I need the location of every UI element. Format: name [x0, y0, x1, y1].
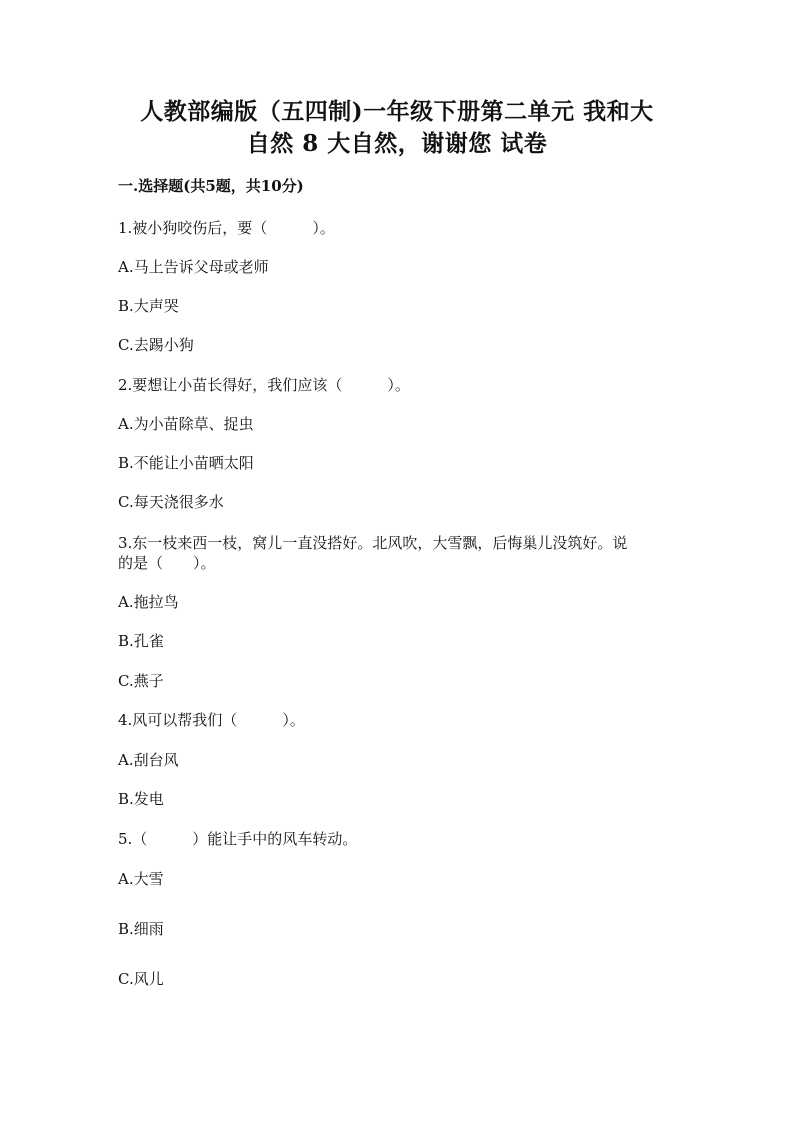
question-4-option-a: A.刮台风: [118, 751, 179, 769]
question-5-option-a: A.大雪: [118, 870, 164, 888]
question-4-stem: 4.风可以帮我们（ ）。: [118, 711, 305, 729]
question-1-option-c: C.去踢小狗: [118, 336, 194, 354]
question-1-stem: 1.被小狗咬伤后，要（ ）。: [118, 219, 335, 237]
question-2-option-c: C.每天浇很多水: [118, 493, 224, 511]
question-5-option-b: B.细雨: [118, 920, 164, 938]
question-2-option-a: A.为小苗除草、捉虫: [118, 415, 254, 433]
section-heading: 一.选择题(共5题，共10分): [118, 177, 304, 195]
question-3-option-a: A.拖拉鸟: [118, 593, 179, 611]
question-1-option-b: B.大声哭: [118, 297, 179, 315]
page-title-line-2: 自然 8 大自然，谢谢您 试卷: [246, 130, 548, 157]
question-5-stem: 5.（ ）能让手中的风车转动。: [118, 830, 358, 848]
question-5-option-c: C.风儿: [118, 970, 164, 988]
question-2-option-b: B.不能让小苗晒太阳: [118, 454, 254, 472]
question-2-stem: 2.要想让小苗长得好，我们应该（ ）。: [118, 376, 410, 394]
page-title-line-1: 人教部编版（五四制)一年级下册第二单元 我和大: [140, 98, 654, 125]
question-3-option-c: C.燕子: [118, 672, 164, 690]
question-3-option-b: B.孔雀: [118, 632, 164, 650]
question-3-stem-line-2: 的是（ ）。: [118, 554, 216, 572]
question-1-option-a: A.马上告诉父母或老师: [118, 258, 269, 276]
question-3-stem-line-1: 3.东一枝来西一枝，窝儿一直没搭好。北风吹，大雪飘，后悔巢儿没筑好。说: [118, 534, 628, 552]
question-4-option-b: B.发电: [118, 790, 164, 808]
